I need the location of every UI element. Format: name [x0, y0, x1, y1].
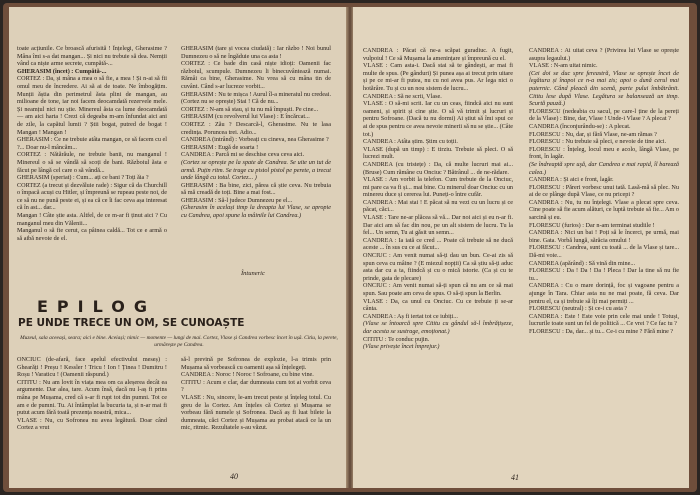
text-paragraph: FLORESCU : Da ! Da ! Da ! Pleca ! Dar la tine să nu fie tu...	[529, 267, 679, 282]
text-paragraph: CANDREA : Ia iată ce cred ... Poate că trebuie să ne ducă aceste ... în sus cu ce ai făcut...	[363, 236, 513, 252]
text-paragraph: CANDREA (intrând) : Vorbeați cu cineva, nea Gherasime ?	[181, 136, 329, 144]
text-paragraph: GHERASIM (speriat) : Cum... ați ce bani ? Toți ăia ?	[17, 174, 149, 182]
text-paragraph: FLORESCU : Nu, dar, și fără Vlase, ne-am rămas ?	[529, 130, 657, 138]
text-paragraph: FLORESCU : Înțeleg, locul meu e acolo, lângă Vlase, pe front, în lagăr.	[529, 145, 679, 161]
text-paragraph: VLASE : Da, ca unul cu Onciuc. Cu ce trebuie ți se-ar cânta.	[363, 297, 513, 313]
text-paragraph: CORTEZ : Nătărăule, ne trebuie banii, nu manganul ! Minereul o să se vândă să scoți de bani. Războiul ăsta e făcut pe lângă cel care o să vândă...	[17, 151, 167, 174]
book-spread	[3, 3, 697, 492]
text-paragraph: FLORESCU : Păreri vorbesc unui tată. Lasă-mă să plec. Nu ai de ce plânge după Vlase, ce nu pricepi ?	[529, 183, 679, 199]
left-page	[9, 7, 347, 488]
text-paragraph: CORTEZ : Zău ? Descarcă-l, Gherasime. Nu te lasa credința. Poruncea trei. Adio...	[181, 120, 331, 136]
page-number: 40	[230, 472, 238, 481]
text-paragraph: să-l prevină pe Sofronea de explozie, l-a trimis prin Mușama să vorbească cu oamenii așa să înțelegeți.	[181, 356, 331, 371]
text-paragraph: CANDREA : Și aici e front, lagăr.	[529, 176, 614, 184]
text-paragraph: FLORESCU (neutral) : Și ce-i cu asta ?	[529, 305, 628, 313]
text-paragraph: FLORESCU : Da, dar... și tu... Ce-i cu mine ? Fără mine ?	[529, 327, 674, 335]
left-page-column-2	[181, 45, 331, 251]
text-paragraph: FLORESCU : Candrea, sunt cu toată ... de la Vlase și tare... Dă-mi voie...	[529, 244, 679, 260]
text-paragraph: VLASE : Am vorbit la telefon. Cum trebuie de la Onciuc, mi pare ca va fi și... mai bine. Cu minerul doar Onciuc cu un minereu duce și cererea lui. Puneți-o între cufăr.	[363, 176, 513, 199]
text-paragraph: ONCIUC (de-afară, face apelul efectivului meseș) : Ghearăți ! Preșu ! Kessler ! Tricu ! Ion ! Ținea ! Dumitru ! Roșu ! Varaticu ! (Oamenii răspund.)	[17, 356, 167, 379]
text-paragraph: VLASE : O să-mi scrii. Iar cu un ceas, fiindcă aici nu sunt oameni, și spirit și cine știe. O să vă trimit și lucruri și pentru Sofroane. (Dacă tu nu dormi) Ai știut să îmi spui ce ai de spus pentru ce avea nevoie minerii să nu se știe... (Câte tot.)	[363, 100, 513, 138]
text-paragraph: VLASE : Cam asta-i. Dacă stai să te gândești, ar mai fi multe de spus. (Pe gânduri) Și punea așa ai trecut prin uitare și pe ce mi-ar fi putea, nu cu noi avea pus. Ar lega nici o hotărâre. Tu și cu un nou sistem de lucru...	[363, 62, 513, 92]
text-paragraph: GHERASIM : Ce ne trebuie atâta mangan, ce să facem cu el ?... Doar nu-l mâncăm...	[17, 136, 167, 151]
text-paragraph: Manganul o să fie cerut, ca pâinea caldă... Tot ce e armă o să aibă nevoie de el.	[17, 227, 167, 242]
text-paragraph: CITITU : Nu am lovit în viața mea om ca aleșerea decât ea argumente. Dar alea, tare. Acum însă, dacă nu l-aș fi prins mâna pe Mușama, cred că s-ar fi rupt tot din pumni. Tot ce am e de pumni. Tu. Ai întâmplat la bucuria ta, și n-ar mai fi putut acum fără toată prezența noastră, mica...	[17, 378, 167, 417]
text-paragraph: CANDREA : Parcă mi se deschise ceva ceva aici.	[181, 151, 305, 159]
text-paragraph: CORTEZ : Ce bade din casă niște idioți: Oamenii fac războiul, scumpule. Dumnezeu li binecuvântează numai. Rămâi ca bine, Gherasime. Nu vrea să cu mâna tin de cuvânt. Când s-ar lucreze vorbit...	[181, 60, 331, 90]
stage-direction: (Vlase se întoarcă spre Cititu cu gândul să-l îmbrățișeze, dar acesta se sustrage, emoționat.)	[363, 320, 513, 335]
text-paragraph: toate acțiunile. Ce broască afurisită ! Înțelegi, Gherasime ? Mâna îmi s-a dat mangan... Și nici nu trebuie să dea. Nemții vând ca niște arme secrete, cumpătă-...	[17, 45, 167, 68]
text-paragraph: CITITU : Te conduc pujin.	[363, 335, 430, 343]
text-paragraph: CANDREA (cu tristețe) : Da, că multe lucruri mai ai... (Bruse) Cum rămâne cu Onciuc ? Bătrânul ... de ne-rădare.	[363, 160, 513, 176]
right-page	[353, 7, 689, 488]
text-paragraph: CANDREA : Cu o mare dorință, foc și vagoane pentru a ajunge în Tara. Chiar asta nu ne mai poate, fă ceva. Dar pentru el, ca și trebuie să îți mai permiți ...	[529, 282, 679, 305]
text-paragraph: CORTEZ : N-am să stau, și tu nu mă împuști. Pe cine...	[181, 105, 319, 113]
text-paragraph: CANDREA : Ai uitat ceva ? (Privirea lui Vlase se oprește asupra legaului.)	[529, 47, 679, 62]
text-paragraph: CANDREA : Noroc ! Noroc ! Sofroane, cu bine vine.	[181, 371, 314, 379]
text-paragraph: ONCIUC : Am venit numai să-ți dau un bun. Ce-ai zis să spun ceva cu mâine ? (E miezul nopții) Ca să știu să-ți aduc asta dar cu a ta, fiindcă și cu o mică istorie. (Ca și cu te prinde, gata de plecare)	[363, 252, 513, 282]
text-paragraph: GHERASIM : Eugă de soarta !	[181, 143, 259, 151]
text-paragraph: Mangan ! Câte știe asta. Altfel, de ce m-ar fi ținut aici ? Cu manganul meu din Vălenii...	[17, 212, 167, 227]
text-paragraph: CANDREA : Mai stai ! E păcat să nu vezi cu un lucru și ce păcat, căci...	[363, 198, 513, 214]
epilog-subtitle: PE UNDE TRECE UN OM, SE CUNOAȘTE	[18, 317, 245, 329]
text-paragraph: CANDREA (apărând) : Să vină din mine...	[529, 259, 636, 267]
page-number: 41	[511, 473, 519, 482]
right-page-column-2	[529, 47, 679, 472]
text-paragraph: VLASE (după un timp) : E tirziu. Trebuie să pleci. O să lucrezi mult.	[363, 145, 513, 161]
left-page-column-1	[17, 45, 167, 275]
text-paragraph: GHERASIM (cu revolverul lui Vlase) : E încărcat...	[181, 113, 310, 121]
text-paragraph: CITITU : Acum e clar, dar dumneata cum tot ai vorbit ceva ?	[181, 378, 331, 394]
text-paragraph: CORTEZ : Da, și mâna a mea o să fie, a mea ! Și n-ai să fii omul meu de încredere. Ai să ai de toate. Ne îmbogățim. Munții ăștia din perimetrul ăsta plini de mangan, au milioane de tone, iar noi facem deocamdată rezervele mele. Și neamțul nici nu știe. Minereul ăsta ca lume deocamdată — am aici harta ! Crezi că degeaba m-am înfundat aici ani de zile, la capătul lumii ? Știi bogat, putred de bogat ! Mangan ! Mangan !	[17, 75, 167, 136]
text-paragraph: GHERASIM (tare și vocea ciudată) : Iar războ ! Noi bunul Dumnezeu o să ne îngăduie una ca asta !	[181, 45, 331, 60]
text-paragraph: FLORESCU : Nu trebuie să pleci, e nevoie de tine aici.	[529, 138, 667, 146]
stage-direction: (Cortez se oprește pe la spate de Candrea. Se uite un tut de armă. Puțin ritm. Se trage cu pistol pistol pe perete, a trecut unde lângă cu totul. Cortez... )	[181, 158, 331, 182]
text-paragraph: VLASE : Nu, sincere, le-am trecut peste și înțeleg totul. Cu greu de la Cortez. Am înțeles că Cortez și Mușama se vorbeau fără numele și Sofronea. Dacă aș fi luat bilete la dumneata, căci Cortez și Mușama au probat atacă ce la un mic, ritmic. Rezultatele s-au văzut.	[181, 393, 331, 432]
text-paragraph: CANDREA (înconjurându-se) : A plecat.	[529, 122, 631, 130]
epilog-title: EPILOG	[37, 297, 156, 316]
text-paragraph: CANDREA : Aș fi iertat tot ce iubiți...	[363, 312, 458, 320]
text-paragraph: VLASE : Nu, cu Sofronea nu avea legătură. Doar când Cortez a vrut	[17, 416, 167, 432]
text-paragraph: CANDREA : Atâta știm. Știm cu toții.	[363, 138, 458, 146]
text-paragraph: GHERASIM : Ba bine, zici, părea că știe ceva. Nu trebuia să mă creadă de toți. Bine a mai fost...	[181, 181, 331, 197]
left-page-column-4	[181, 356, 331, 466]
stage-direction: (Se îndreaptă spre uşă, dar Candrea e mai rapid, îl barează calea.)	[529, 160, 679, 176]
text-paragraph: CANDREA : Păcat că ne-a scăpat guradiuc. A fugit, vulpoiul ! Ce să Mușama la amenințare și împreună cu el.	[363, 47, 513, 62]
stage-direction: (Cei doi se duc spre fereastră, Vlase se oprește încet de legătura și înapoi ce n-a mai zis; apoi o dună cerul mai puternic. Când pleacă din scenă, parte pului îmbătrânit. Cititu lese după Vlase. Legătura se balansează un timp. Scurtă pauză.)	[529, 69, 679, 108]
text-paragraph: VLASE : N-am uitat nimic.	[529, 62, 598, 70]
text-paragraph: CANDREA : Să ne scrii, Vlase.	[363, 92, 442, 100]
text-paragraph: ONCIUC : Am venit numai să-ți spun că nu am ce să mai spun. Sau poate am ceva de spus. O să-ți spun la Berlin.	[363, 282, 513, 297]
text-paragraph: CANDREA : Nu, tu nu înțelegi. Vlase a plecat spre ceva. Cine poate să fie acum alături, ce luptă trebuie să fie... Am o sarcină și eu.	[529, 198, 679, 222]
left-page-column-3	[17, 356, 167, 484]
opening-stage-direction: Muzeul, sala aceeași, seara; aici e bine. Aceiași; nimic — momente — lungi de mai. Cortez, Vlase și Candrea vorbesc încet în ușă. Citiu, la perete, urmărește pe Candrea.	[20, 335, 338, 348]
right-page-column-1	[363, 47, 513, 477]
text-paragraph: GHERASIM (încet) : Cumpătă-...	[17, 67, 107, 75]
text-paragraph: FLORESCU (nedeabia cu sacul, pe care-l ține de la pereți de la Vlase) : Bine, dar, Vlase ! Unde-i Vlase ? A plecat ?	[529, 107, 679, 123]
interlude-stage-direction: (Gherasim în același timp la dreapta lui Vlase, se apropie cu Candrea, apoi spune la mâinile lui Candrea.)	[181, 204, 331, 220]
stage-direction: (Vlase privește încet împrejur.)	[363, 343, 440, 351]
text-paragraph: GHERASIM : Să-l judece Dumnezeu pe el...	[181, 196, 293, 204]
text-paragraph: VLASE : Tare ne-ar plăcea să vă... Dar noi aici și eu n-ar fi. Dar aici am să fac din nou, pe un alt sistem de lucru. Tu la fel... Un semn, Tu ai găsit un semn...	[363, 214, 513, 237]
text-paragraph: CANDREA : Este ! Este voie prin cele mai unde ! Totuși, lucrurile toate sunt un fel de politică ... Ce vrei ? Ce fac tu ?	[529, 312, 679, 328]
text-paragraph: CANDREA : Nici un bai ! Poți să le încerci, pe urmă, mai bine. Gata. Vorbă lungă, sărăcia omului !	[529, 229, 679, 244]
text-paragraph: CORTEZ (a trecut și dezvăluie rade) : Sigur că da Churchill o împacă acuși cu Hitler, și împreună se rupeau peste noi, de ce să nu ne pună peste ei, și ea că ce îi fac ceva așa interesat că în ast... dar...	[17, 181, 167, 212]
text-paragraph: GHERASIM : Nu te mișca ! Aurul îl-a mineraiul nu credeai. (Cortez nu se oprește) Stai ! Că de nu...	[181, 90, 331, 106]
text-paragraph: FLORESCU (furios) : Dar n-am terminat studiile !	[529, 221, 655, 229]
interlude-label: Întuneric	[241, 270, 265, 277]
